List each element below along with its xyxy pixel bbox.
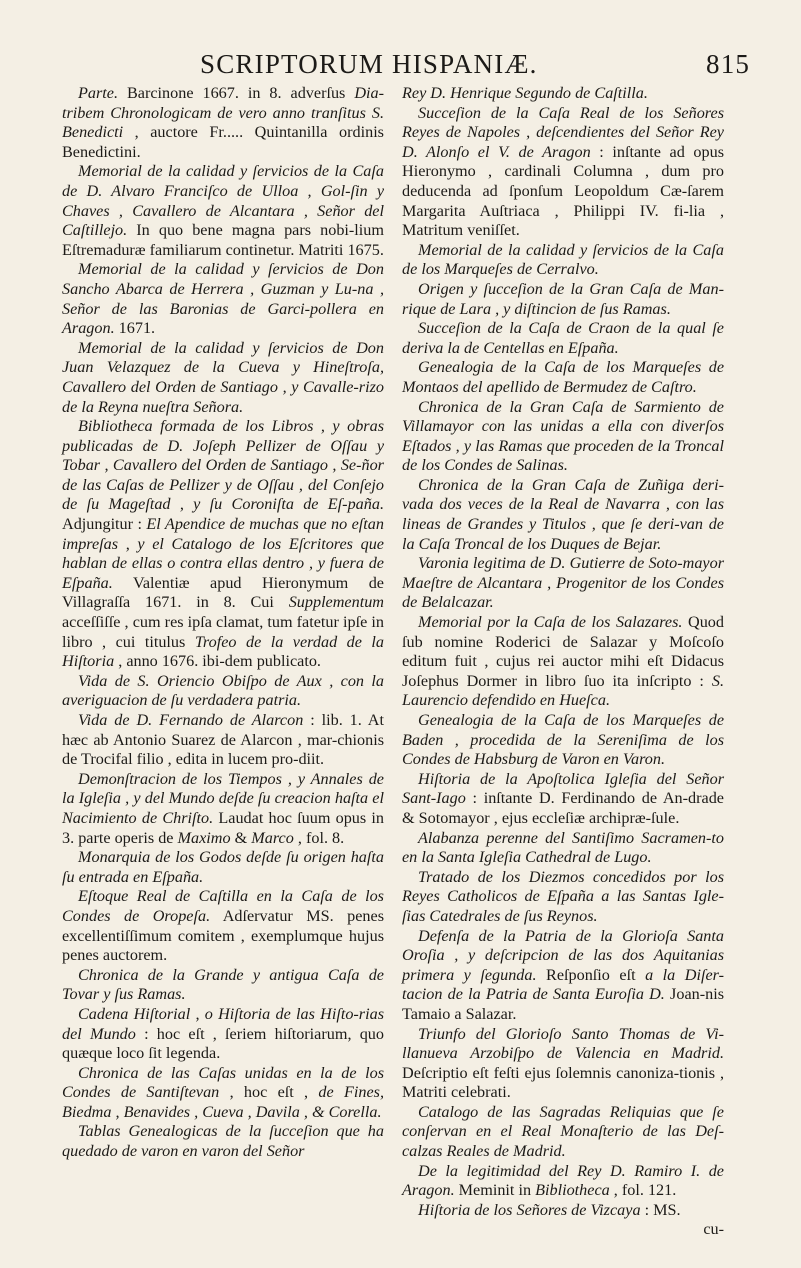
entry-text: : inſtante D. Ferdinando de An-drade & Sotomayor , ejus eccleſiæ archipræ-ſule. [402, 789, 724, 827]
bibliography-entry [402, 927, 724, 1025]
entry-text: S. Laurencio defendido en Hueſca. [402, 671, 724, 710]
entry-text: Bibliotheca [535, 1181, 610, 1200]
bibliography-entry [402, 770, 724, 829]
entry-text: Memorial de la calidad y ſervicios de Don Sancho Abarca de Herrera , Guzman y Lu-na , Señor de las Baronias de Garci-pollera en Aragon. [62, 260, 384, 338]
entry-text: Reſponſio eſt [536, 965, 646, 984]
entry-text: Deſcriptio eſt feſti ejus ſolemnis canoniza-tionis , Matriti celebrati. [402, 1063, 724, 1102]
entry-text: Succeſion de la Caſa de Craon de la qual ſe deriva la de Centellas en Eſpaña. [402, 319, 724, 357]
bibliography-entry [62, 260, 384, 338]
entry-text: Dia-tribem Chronologicam de vero anno tranſitus S. Benedicti [62, 84, 384, 142]
entry-text: , fol. 8. [293, 828, 345, 847]
entry-text: Joan-nis Tamaio a Salazar. [402, 985, 725, 1023]
catchword: cu- [703, 1220, 724, 1239]
entry-text: Memorial de la calidad y ſervicios de la Caſa de los Marqueſes de Cerralvo. [402, 240, 724, 279]
bibliography-entry [402, 358, 724, 397]
bibliography-entry [62, 84, 384, 162]
entry-text: Bibliotheca formada de los Libros , y obras publicadas de D. Joſeph Pellizer de Oſſau y Tobar , Cavallero del Orden de Santiago , Se-ñor de las Caſas de Pellizer y de Oſſau , del Conſejo de ſu Mageſtad , y ſu Coroniſta de Eſ-paña. [62, 417, 384, 514]
entry-text: Chronica de la Gran Caſa de Sarmiento de Villamayor con las unidas a ella con diverſos Eſtados , y las Ramas que proceden de la Troncal de los Condes de Salinas. [402, 397, 724, 475]
right-column [402, 84, 724, 1240]
entry-text: 1671. [114, 319, 156, 338]
entry-text: El Apendice de muchas que no eſtan impreſas , y el Catalogo de los Eſcritores que hablan de ellas o contra ellas dentro , y fuera de Eſpaña. [62, 515, 384, 592]
entry-text: Succeſion de la Caſa Real de los Señores Reyes de Napoles , deſcendientes del Señor Rey D. Alonſo el V. de Aragon [402, 103, 724, 161]
bibliography-entry [402, 476, 724, 554]
bibliography-entry [402, 1201, 724, 1221]
entry-text: Tratado de los Diezmos concedidos por los Reyes Catholicos de Eſpaña a las Santas Igle-ſias Catedrales de ſus Reynos. [402, 867, 724, 925]
bibliography-entry [402, 1103, 724, 1162]
left-column [62, 84, 384, 1162]
bibliography-entry [402, 554, 724, 613]
entry-text: acceſſiſſe , cum res ipſa clamat, tum fatetur ipſe in libro , cui titulus [62, 613, 384, 651]
bibliography-entry [402, 241, 724, 280]
entry-text: , auctore Fr..... Quintanilla ordinis Benedictini. [62, 123, 384, 161]
entry-text: Maximo [177, 828, 231, 847]
bibliography-entry [402, 829, 724, 868]
entry-text: Genealogia de la Caſa de los Marqueſes de Baden , procedida de la Sereniſima de los Condes de Habsburg de Varon en Varon. [402, 711, 724, 769]
entry-text: Cadena Hiſtorial , o Hiſtoria de las Hiſto-rias del Mundo [62, 1004, 384, 1043]
entry-text: Genealogia de la Caſa de los Marqueſes de Montaos del apellido de Bermudez de Caſtro. [402, 358, 724, 396]
page-title: SCRIPTORUM HISPANIÆ. [200, 49, 538, 79]
bibliography-entry [62, 887, 384, 965]
bibliography-entry [62, 1122, 384, 1161]
bibliography-entry [62, 966, 384, 1005]
entry-text: Meminit in [454, 1181, 536, 1200]
bibliography-entry [402, 84, 724, 104]
bibliography-entry [402, 868, 724, 927]
entry-text: Varonia legitima de D. Gutierre de Soto-mayor Maeſtre de Alcantara , Progenitor de los Condes de Belalcazar. [402, 554, 724, 612]
bibliography-entry [402, 1162, 724, 1201]
bibliography-entry [402, 398, 724, 476]
entry-text: Hiſtoria de los Señores de Vizcaya [418, 1200, 641, 1219]
entry-text: Trofeo de la verdad de la Hiſtoria [62, 632, 384, 671]
entry-text: Adſervatur MS. penes excellentiſſimum comitem , exemplumque hujus penes auctorem. [62, 906, 384, 965]
entry-text: Marco [251, 828, 294, 847]
entry-text: Monarquia de los Godos deſde ſu origen haſta ſu entrada en Eſpaña. [62, 848, 384, 886]
entry-text: Eſtoque Real de Caſtilla en la Caſa de los Condes de Oropeſa. [62, 887, 384, 925]
entry-text: , anno 1676. ibi-dem publicato. [114, 652, 321, 671]
entry-text: Adjungitur : [62, 515, 147, 534]
entry-text: Hiſtoria de la Apoſtolica Igleſia del Señor Sant-Iago [402, 769, 724, 808]
entry-text: Barcinone 1667. in 8. adverſus [126, 84, 355, 102]
entry-text: Triunfo del Glorioſo Santo Thomas de Vi-llanueva Arzobiſpo de Valencia en Madrid. [402, 1024, 724, 1063]
entry-text: De la legitimidad del Rey D. Ramiro I. de Aragon. [402, 1161, 724, 1200]
bibliography-entry [402, 711, 724, 770]
entry-text: Alabanza perenne del Santiſimo Sacramen-to en la Santa Igleſia Cathedral de Lugo. [402, 828, 724, 867]
entry-text: Valentiæ apud Hieronymum de Villagraſſa 1671. in 8. Cui [62, 573, 384, 612]
entry-text: Parte. [78, 84, 127, 102]
page-number: 815 [706, 49, 751, 79]
entry-text: Rey D. Henrique Segundo de Caſtilla. [402, 84, 648, 102]
entry-text: , fol. 121. [609, 1181, 677, 1200]
entry-text: Vida de S. Oriencio Obiſpo de Aux , con la averiguacion de ſu verdadera patria. [62, 671, 384, 710]
entry-text: Memorial de la calidad y ſervicios de Don Juan Velazquez de la Cueva y Hineſtroſa, Cavallero del Orden de Santiago , y Cavalle-rizo de la Reyna nueſtra Señora. [62, 338, 384, 416]
entry-text: Quod ſub nomine Roderici de Salazar y Moſcoſo editum fuit , cujus rei auctor mihi eſt Didacus Joſephus Dormer in libro ſuo ita inſcripto : [402, 613, 724, 690]
entry-text: Chronica de la Grande y antigua Caſa de Tovar y ſus Ramas. [62, 965, 384, 1004]
entry-text: a la Diſer-tacion de la Patria de Santa Euroſia D. [402, 965, 724, 1004]
entry-text: : hoc eſt , ſeriem hiſtoriarum, quo quæque loco ſit legenda. [62, 1024, 384, 1063]
bibliography-entry [402, 613, 724, 711]
bibliography-entry [62, 162, 384, 260]
entry-text: Tablas Genealogicas de la ſucceſion que ha quedado de varon en varon del Señor [62, 1122, 384, 1161]
bibliography-entry [62, 672, 384, 711]
entry-text: Memorial de la calidad y ſervicios de la Caſa de D. Alvaro Franciſco de Ulloa , Gol-ſin y Chaves , Cavallero de Alcantara , Señor del Caſtillejo. [62, 162, 384, 240]
entry-text: Chronica de la Gran Caſa de Zuñiga deri-vada dos veces de la Real de Navarra , con las lineas de Grandes y Titulos , que ſe deri-van de la Caſa Troncal de los Duques de Bejar. [402, 475, 724, 553]
bibliography-entry [62, 339, 384, 417]
entry-text: Memorial por la Caſa de los Salazares. [418, 613, 683, 632]
entry-text: Supplementum [288, 593, 384, 612]
bibliography-entry [402, 104, 724, 241]
entry-text: Laudat hoc ſuum opus in 3. parte operis de [62, 808, 385, 847]
bibliography-entry [402, 1025, 724, 1103]
entry-text: In quo bene magna pars nobi-lium Eſtremaduræ familiarum continetur. Matriti 1675. [62, 221, 384, 259]
entry-text: : inſtante ad opus Hieronymo , cardinali Columna , dum pro deducenda ad ſponſum Leopoldum Cæ-ſarem Margarita Auſtriaca , Philippi IV. fi-lia , Matritum veniſſet. [402, 142, 725, 240]
bibliography-entry [62, 770, 384, 848]
bibliography-entry [402, 319, 724, 358]
entry-text: Catalogo de las Sagradas Reliquias que ſe conſervan en el Real Monaſterio de las Deſ-calzas Reales de Madrid. [402, 1102, 724, 1161]
bibliography-entry [402, 280, 724, 319]
entry-text: & [230, 828, 252, 847]
bibliography-entry [62, 848, 384, 887]
entry-text: , hoc eſt , [219, 1083, 319, 1102]
entry-text: Chronica de las Caſas unidas en la de los Condes de Santiſtevan [62, 1063, 384, 1102]
bibliography-entry [62, 711, 384, 770]
entry-text: Origen y ſucceſion de la Gran Caſa de Man-rique de Lara , y diſtincion de ſus Ramas. [402, 279, 724, 318]
entry-text: : lib. 1. At hæc ab Antonio Suarez de Alarcon , mar-chionis de Trocifal filio , edita in lucem pro-diit. [62, 711, 384, 769]
entry-text: Defenſa de la Patria de la Glorioſa Santa Oroſia , y deſcripcion de las dos Aquitanias primera y ſegunda. [402, 926, 724, 984]
entry-text: Demonſtracion de los Tiempos , y Annales de la Igleſia , y del Mundo deſde ſu creacion haſta el Nacimiento de Chriſto. [62, 769, 384, 827]
entry-text: de Fines, Biedma , Benavides , Cueva , Davila , & Corella. [62, 1083, 384, 1121]
entry-text: Vida de D. Fernando de Alarcon [78, 711, 304, 729]
entry-text: : MS. [640, 1200, 681, 1219]
bibliography-entry [62, 1064, 384, 1123]
bibliography-entry [62, 417, 384, 672]
bibliography-entry [62, 1005, 384, 1064]
